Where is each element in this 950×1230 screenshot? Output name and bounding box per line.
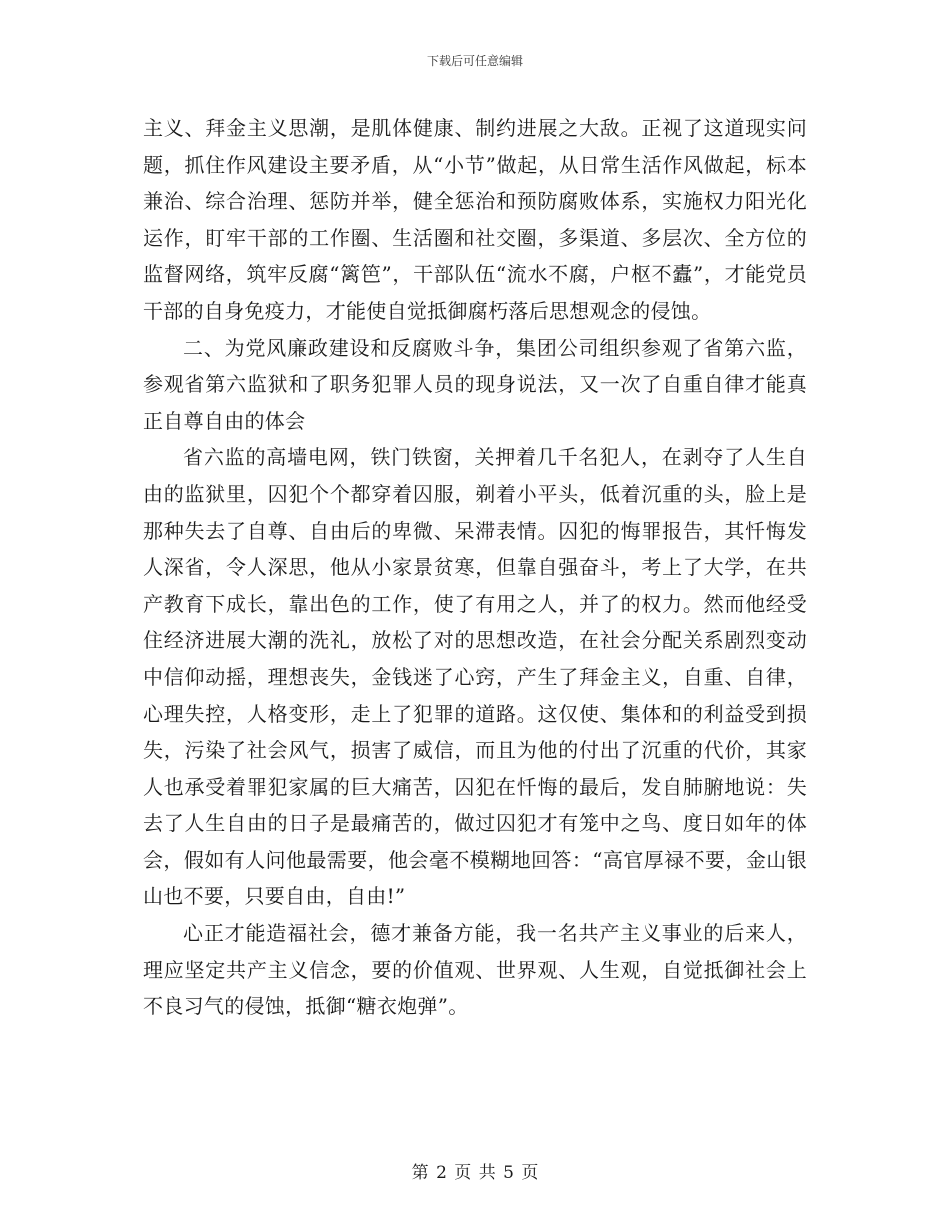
paragraph-2: 二、为党风廉政建设和反腐败斗争，集团公司组织参观了省第六监，参观省第六监狱和了职务犯罪人员的现身说法，又一次了自重自律才能真正自尊自由的体会 xyxy=(143,335,807,433)
paragraph-1: 主义、拜金主义思潮，是肌体健康、制约进展之大敌。正视了这道现实问题，抓住作风建设主要矛盾，从“小节”做起，从日常生活作风做起，标本兼治、综合治理、惩防并举，健全惩治和预防腐败体系，实施权力阳光化运作，盯牢干部的工作圈、生活圈和社交圈，多渠道、多层次、全方位的监督网络，筑牢反腐“篱笆”，干部队伍“流水不腐，户枢不蠹”，才能党员干部的自身免疫力，才能使自觉抵御腐朽落后思想观念的侵蚀。 xyxy=(143,116,807,323)
page-number-footer: 第 2 页 共 5 页 xyxy=(411,1163,539,1183)
paragraph-4: 心正才能造福社会，德才兼备方能，我一名共产主义事业的后来人，理应坚定共产主义信念，要的价值观、世界观、人生观，自觉抵御社会上不良习气的侵蚀，抵御“糖衣炮弹”。 xyxy=(143,921,807,1019)
paragraph-3: 省六监的高墙电网，铁门铁窗，关押着几千名犯人，在剥夺了人生自由的监狱里，囚犯个个都穿着囚服，剃着小平头，低着沉重的头，脸上是那种失去了自尊、自由后的卑微、呆滞表情。囚犯的悔罪报告，其忏悔发人深省，令人深思，他从小家景贫寒，但靠自强奋斗，考上了大学，在共产教育下成长，靠出色的工作，使了有用之人，并了的权力。然而他经受住经济进展大潮的洗礼，放松了对的思想改造，在社会分配关系剧烈变动中信仰动摇，理想丧失，金钱迷了心窍，产生了拜金主义，自重、自律，心理失控，人格变形，走上了犯罪的道路。这仅使、集体和的利益受到损失，污染了社会风气，损害了威信，而且为他的付出了沉重的代价，其家人也承受着罪犯家属的巨大痛苦，囚犯在忏悔的最后，发自肺腑地说：失去了人生自由的日子是最痛苦的，做过囚犯才有笼中之鸟、度日如年的体会，假如有人问他最需要，他会毫不模糊地回答：“高官厚禄不要，金山银山也不要，只要自由，自由!” xyxy=(143,445,807,909)
document-body xyxy=(143,110,807,1025)
page-header: 下载后可任意编辑 xyxy=(426,54,523,68)
